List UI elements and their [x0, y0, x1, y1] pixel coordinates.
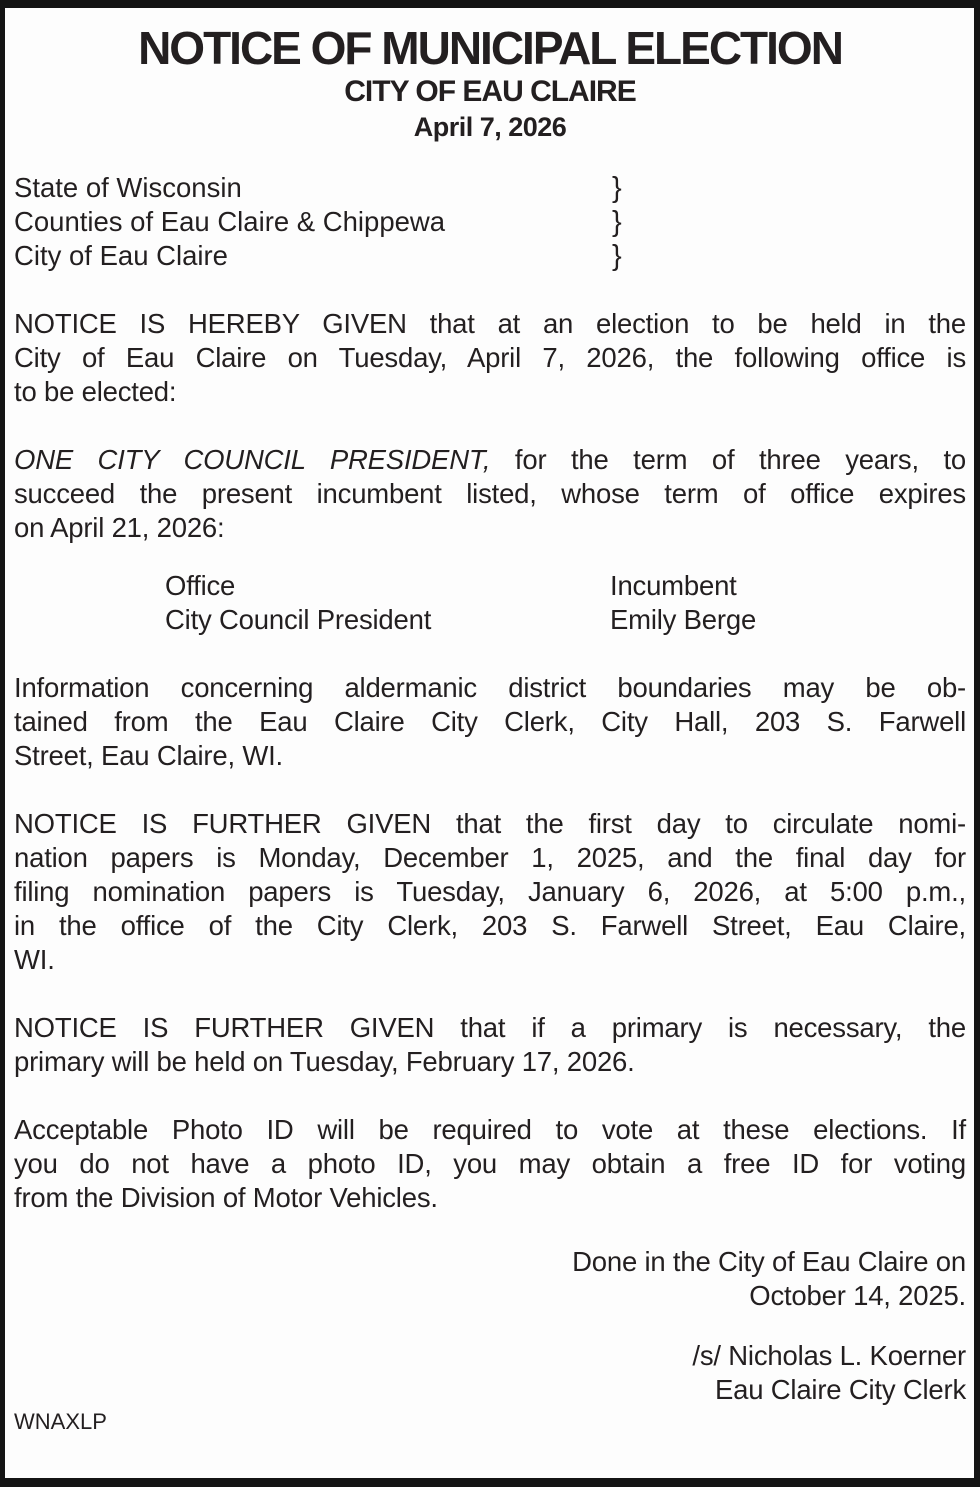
jurisdiction-name: City of Eau Claire	[14, 239, 228, 271]
table-header-row	[165, 569, 966, 603]
text-line: to be elected:	[14, 375, 177, 407]
text-line: NOTICE IS FURTHER GIVEN that if a primary is necessary, the	[14, 1011, 966, 1043]
office-cell: City Council President	[165, 603, 432, 635]
text-line: Street, Eau Claire, WI.	[14, 739, 283, 771]
body-paragraph	[14, 307, 966, 409]
text-line: from the Division of Motor Vehicles.	[14, 1181, 438, 1213]
signature-block	[14, 1339, 966, 1407]
incumbent-cell: Emily Berge	[610, 603, 757, 635]
jurisdiction-name: State of Wisconsin	[14, 171, 242, 203]
text-line: City of Eau Claire on Tuesday, April 7, 2026, the following office is	[14, 341, 966, 373]
signature-line: Eau Claire City Clerk	[714, 1373, 966, 1405]
wnaxlp-code: WNAXLP	[14, 1408, 107, 1434]
body-paragraph	[14, 807, 966, 977]
incumbent-column-header: Incumbent	[610, 569, 737, 601]
jurisdiction-block	[14, 171, 966, 273]
signature-line: /s/ Nicholas L. Koerner	[692, 1339, 966, 1371]
done-statement-line: Done in the City of Eau Claire on	[572, 1245, 966, 1277]
notice-subtitle: CITY OF EAU CLAIRE	[344, 75, 636, 109]
text-line: tained from the Eau Claire City Clerk, City Hall, 203 S. Farwell	[14, 705, 966, 737]
brace-glyph: }	[612, 239, 622, 272]
election-date-heading: April 7, 2026	[413, 112, 567, 143]
notice-title: NOTICE OF MUNICIPAL ELECTION	[138, 22, 842, 74]
body-paragraph	[14, 1113, 966, 1215]
done-statement-line: October 14, 2025.	[749, 1279, 966, 1311]
office-incumbent-table	[14, 569, 966, 637]
text-line: in the office of the City Clerk, 203 S. Farwell Street, Eau Claire,	[14, 909, 966, 941]
text-line: primary will be held on Tuesday, February 17, 2026.	[14, 1045, 635, 1077]
body-paragraph	[14, 443, 966, 545]
jurisdiction-row	[14, 205, 966, 239]
text-line	[14, 443, 966, 477]
body-paragraph	[14, 1011, 966, 1079]
body-paragraph	[14, 671, 966, 773]
body-paragraphs-before-table	[14, 307, 966, 545]
brace-glyph: }	[612, 205, 622, 238]
body-paragraphs-after-table	[14, 671, 966, 1215]
jurisdiction-row	[14, 171, 966, 205]
brace-glyph: }	[612, 171, 622, 204]
notice-content	[5, 8, 974, 1435]
text-line: succeed the present incumbent listed, whose term of office expires	[14, 477, 966, 509]
text-line: NOTICE IS FURTHER GIVEN that the first day to circulate nomi-	[14, 807, 966, 839]
text-line: Information concerning aldermanic district boundaries may be ob-	[14, 671, 966, 703]
table-row	[165, 603, 966, 637]
italic-text-segment: ONE CITY COUNCIL PRESIDENT,	[14, 443, 491, 475]
text-line: nation papers is Monday, December 1, 2025, and the final day for	[14, 841, 966, 873]
text-line: you do not have a photo ID, you may obtain a free ID for voting	[14, 1147, 966, 1179]
text-line: on April 21, 2026:	[14, 511, 225, 543]
text-line: Acceptable Photo ID will be required to vote at these elections. If	[14, 1113, 966, 1145]
text-line: NOTICE IS HEREBY GIVEN that at an election to be held in the	[14, 307, 966, 339]
office-column-header: Office	[165, 569, 236, 601]
jurisdiction-row	[14, 239, 966, 273]
text-segment: for the term of three years, to	[490, 443, 967, 475]
text-line: filing nomination papers is Tuesday, January 6, 2026, at 5:00 p.m.,	[14, 875, 966, 907]
jurisdiction-name: Counties of Eau Claire & Chippewa	[14, 205, 446, 237]
done-statement	[14, 1245, 966, 1313]
text-line: WI.	[14, 943, 55, 975]
